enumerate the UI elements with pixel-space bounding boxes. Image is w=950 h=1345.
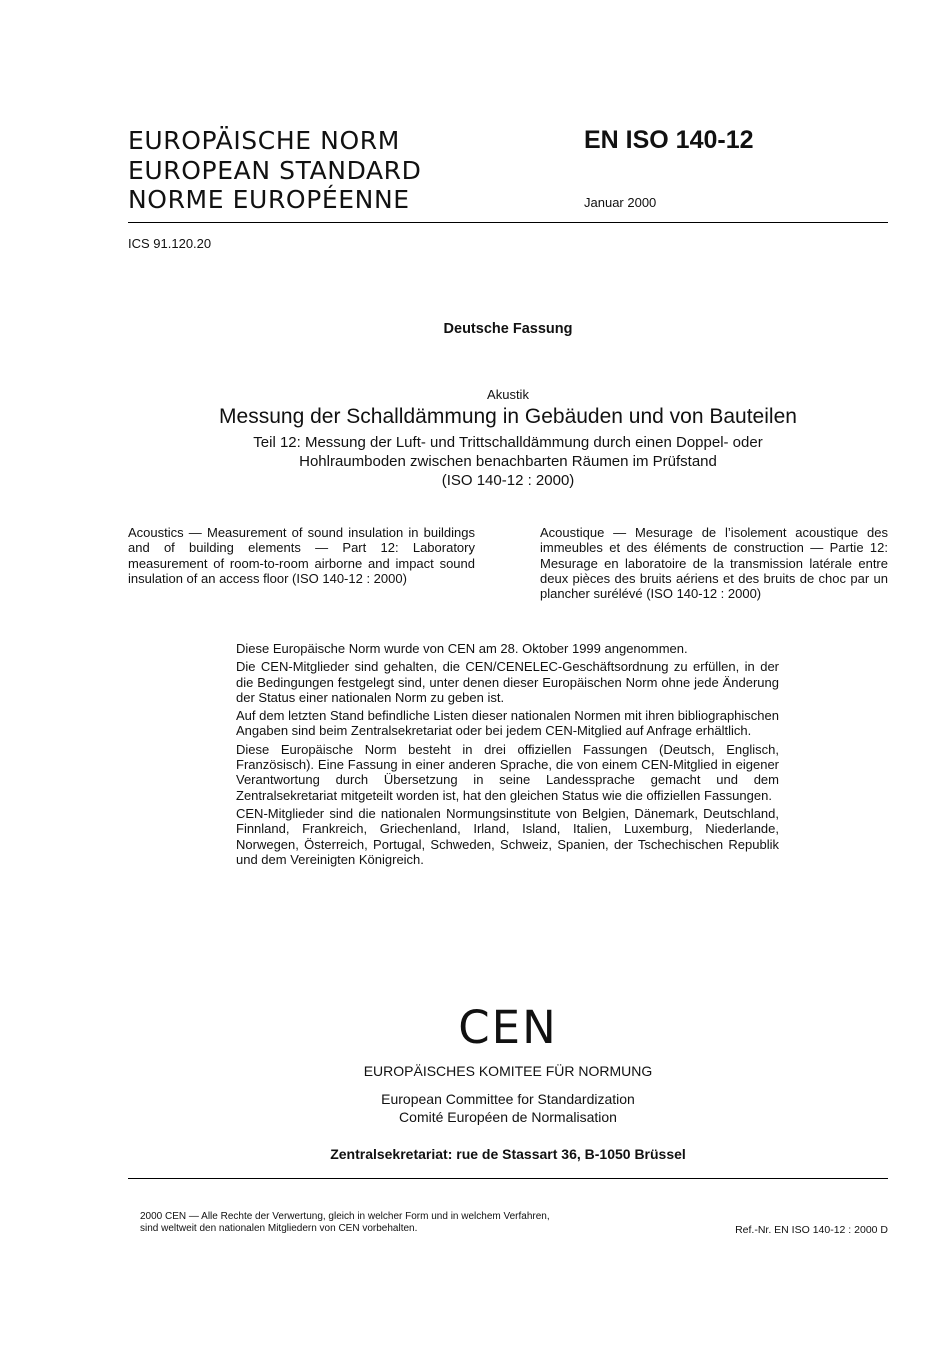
norm-titles [128, 126, 422, 215]
note-paragraph: Diese Europäische Norm besteht in drei offiziellen Fassungen (Deutsch, Englisch, Französisch). Eine Fassung in einer anderen Sprache, die von einem CEN-Mitglied in eigener Verantwortung durch Übersetzung in seine Landessprache gemacht und dem Zentralsekretariat mitgeteilt worden ist, hat den gleichen Status wie die offiziellen Fassungen. [236, 741, 779, 803]
footer-divider [128, 1178, 888, 1179]
title-english: Acoustics — Measurement of sound insulation in buildings and of building elements — Part 12: Laboratory measurement of room-to-room airborne and impact sound insulation of an access floor (ISO 140-12 : 2000) [128, 525, 475, 586]
norm-title-fr: NORME EUROPÉENNE [128, 185, 410, 214]
subtitle [128, 433, 888, 490]
committee-name-en: European Committee for Standardization [381, 1091, 635, 1107]
header-divider [128, 222, 888, 223]
subtitle-line: (ISO 140-12 : 2000) [441, 472, 575, 489]
standard-number: EN ISO 140-12 [584, 126, 754, 154]
committee-name-fr: Comité Européen de Normalisation [399, 1109, 617, 1125]
ics-code: ICS 91.120.20 [128, 236, 212, 251]
adoption-notes [236, 641, 779, 870]
note-paragraph: Diese Europäische Norm wurde von CEN am 28. Oktober 1999 angenommen. [236, 641, 688, 656]
note-paragraph: CEN-Mitglieder sind die nationalen Normungsinstitute von Belgien, Dänemark, Deutschland, Finnland, Frankreich, Griechenland, Irland, Island, Italien, Luxemburg, Niederlande, Norwegen, Österreich, Portugal, Schweden, Schweiz, Spanien, der Tschechischen Republik und dem Vereinigten Königreich. [236, 805, 779, 867]
copyright-line: sind weltweit den nationalen Mitgliedern von CEN vorbehalten. [140, 1223, 418, 1234]
title-french: Acoustique — Mesurage de l’isolement acoustique des immeubles et des éléments de construction — Partie 12: Mesurage en laboratoire de la transmission latérale entre deux pièces des bruits aériens et des bruits de choc par un plancher surélévé (ISO 140-12 : 2000) [540, 525, 888, 602]
publication-date: Januar 2000 [584, 195, 657, 210]
secretariat-address: Zentralsekretariat: rue de Stassart 36, B-1050 Brüssel [330, 1146, 686, 1162]
subtitle-line: Hohlraumboden zwischen benachbarten Räumen im Prüfstand [299, 453, 717, 470]
reference-number: Ref.-Nr. EN ISO 140-12 : 2000 D [735, 1224, 888, 1236]
norm-title-de: EUROPÄISCHE NORM [128, 126, 400, 155]
note-paragraph: Auf dem letzten Stand befindliche Listen dieser nationalen Normen mit ihren bibliographischen Angaben sind beim Zentralsekretariat oder bei jedem CEN-Mitglied auf Anfrage erhältlich. [236, 708, 779, 739]
main-title: Messung der Schalldämmung in Gebäuden und von Bauteilen [219, 405, 797, 428]
version-label: Deutsche Fassung [443, 321, 573, 337]
committee-name-de: EUROPÄISCHES KOMITEE FÜR NORMUNG [363, 1063, 653, 1079]
subject-kicker: Akustik [487, 387, 529, 402]
copyright-notice [140, 1211, 550, 1235]
cen-logo: CEN [458, 1001, 558, 1054]
norm-title-en: EUROPEAN STANDARD [128, 155, 422, 185]
subtitle-line: Teil 12: Messung der Luft- und Trittschalldämmung durch einen Doppel- oder [253, 434, 763, 451]
note-paragraph: Die CEN-Mitglieder sind gehalten, die CEN/CENELEC-Geschäftsordnung zu erfüllen, in der die Bedingungen festgelegt sind, unter denen dieser Europäischen Norm ohne jede Änderung der Status einer nationalen Norm zu geben ist. [236, 659, 779, 705]
copyright-line: 2000 CEN — Alle Rechte der Verwertung, gleich in welcher Form und in welchem Verfahren, [140, 1211, 550, 1222]
